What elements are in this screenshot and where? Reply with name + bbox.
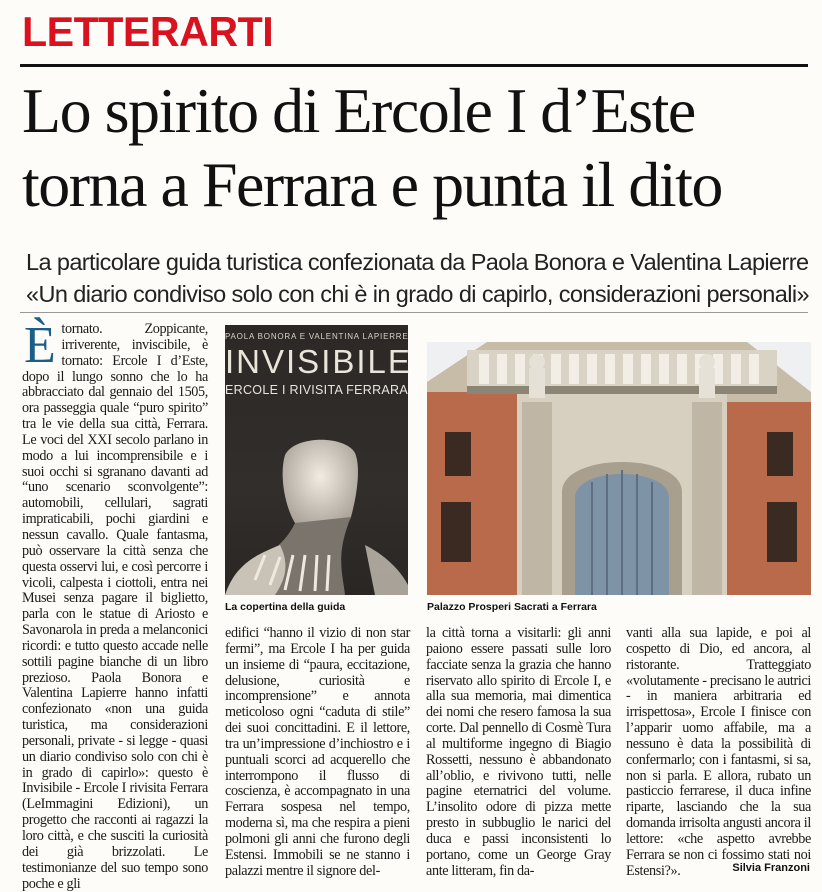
- book-caption: La copertina della guida: [225, 601, 346, 613]
- article-column-1: [22, 317, 208, 892]
- subtitle-line-2: «Un diario condiviso solo con chi è in grado di capirlo, considerazioni personali»: [26, 281, 809, 307]
- book-cover-image: [225, 325, 412, 595]
- drop-cap: È: [24, 317, 56, 374]
- book-subtitle: ERCOLE I RIVISITA FERRARA: [225, 383, 409, 397]
- subtitle: [26, 246, 816, 310]
- article-column-2: [225, 626, 410, 882]
- palazzo-building-icon: [427, 342, 811, 595]
- headline-line-1: Lo spirito di Ercole I d’Este: [22, 75, 695, 146]
- subtitle-rule: [20, 312, 808, 313]
- top-rule: [20, 64, 808, 67]
- article-column-3: [426, 626, 611, 882]
- subtitle-line-1: La particolare guida turistica confezionata da Paola Bonora e Valentina Lapierre: [26, 249, 809, 275]
- article-text-col4: vanti alla sua lapide, e poi al cospetto di Dio, ed ancora, al ristorante. Tratteggiato «volutamente - precisano le autrici - in maniera arbitraria ed irrispettosa», Ercole I finisce con l’apparir uomo affabile, ma a nessuno è data la possibilità di confermarlo; con i fantasmi, si sa, non si parla. E allora, rubato un pasticcio ferrarese, il duca infine riparte, lasciando che la sua domanda irrisolta angusti ancora il lettore: «che aspetto avrebbe Ferrara se non ci fossimo stati noi Estensi?».: [626, 625, 811, 879]
- headline: [22, 74, 822, 222]
- article-text-col2: edifici “hanno il vizio di non star fermi”, ma Ercole I ha per guida un insieme di “paura, eccitazione, delusione, curiosità e incomprensione” e annota meticoloso ogni “caduta di stile” dei suoi concittadini. E il lettore, tra un’impressione d’inchiostro e i puntuali scorci ad acquerello che interrompono il flusso di coscienza, è accompagnato in una Ferrara sospesa nel tempo, moderna sì, ma che respira a pieni polmoni gli anni che furono degli Estensi. Immobili se ne stanno i palazzi mentre il signore del-: [225, 625, 410, 879]
- headline-line-2: torna a Ferrara e punta il dito: [22, 149, 722, 220]
- author-signature: Silvia Franzoni: [732, 862, 810, 874]
- book-title: INVISIBILE: [225, 343, 412, 380]
- article-text-col1: tornato. Zoppicante, irriverente, inviscibile, è tornato: Ercole I d’Este, dopo il lungo sonno che lo ha abbracciato dal gennaio del 1505, ora passeggia quale “puro spirito” tra le vie della sua città, Ferrara. Le voci del XXI secolo parlano in modo a lui incomprensibile e i suoi occhi si sgranano davanti ad “uno scenario sconvolgente”: automobili, cellulari, sagrati impraticabili, pochi giardini e nessun cavallo. Quale fantasma, può osservare la città senza che questa osservi lui, e così percorre i vicoli, calpesta i ciottoli, entra nei Musei senza pagare il biglietto, parla con le statue di Ariosto e Savonarola in preda a melanconici ricordi: e tutto questo accade nelle sottili pagine bianche di un libro prezioso. Paola Bonora e Valentina Lapierre hanno infatti confezionato «non una guida turistica, ma considerazioni personali, private - si legge - quasi un diario condiviso solo con chi è in grado di capirlo»: questo è Invisibile - Ercole I rivisita Ferrara (LeImmagini Edizioni), un progetto che racconti ai ragazzi la loro città, e che susciti la curiosità dei già brizzolati. Le testimonianze del suo tempo sono poche e gli: [22, 321, 208, 892]
- palazzo-photo: [427, 342, 811, 595]
- section-kicker: LETTERARTI: [22, 8, 274, 55]
- ghost-sculpture-icon: [225, 405, 408, 595]
- article-text-col3: la città torna a visitarli: gli anni paiono essere passati sulle loro facciate senza la grazia che hanno riservato allo spirito di Ercole I, e alla sua memoria, mai dimentica dei nomi che resero famosa la sua corte. Dal pennello di Cosmè Tura al multiforme ingegno di Biagio Rossetti, nessuno è abbandonato all’oblio, e rivivono tutti, nelle pagine eternatrici del volume. L’insolito odore di pizza mette presto in subbuglio le narici del duca e passi inconsistenti lo portano, come un George Gray ante litteram, fin da-: [426, 625, 611, 879]
- book-authors: PAOLA BONORA E VALENTINA LAPIERRE: [225, 332, 409, 341]
- palazzo-caption: Palazzo Prosperi Sacrati a Ferrara: [427, 601, 597, 613]
